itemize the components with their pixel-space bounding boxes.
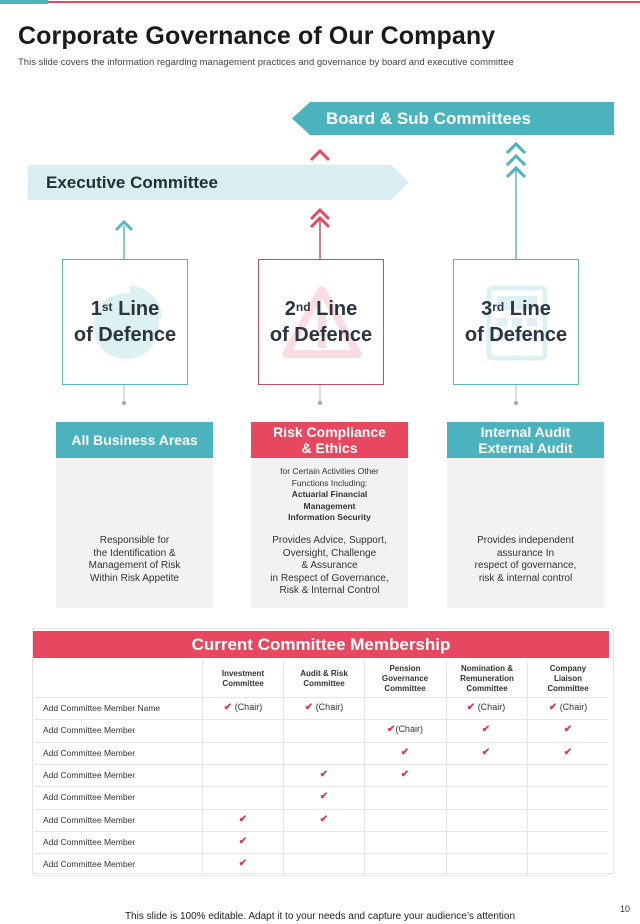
membership-cell bbox=[365, 769, 445, 780]
row-divider bbox=[34, 786, 608, 787]
check-icon: ✔ bbox=[563, 746, 573, 758]
membership-cell bbox=[365, 747, 445, 758]
row-divider bbox=[34, 831, 608, 832]
third-line-label: 3rd Line of Defence bbox=[464, 298, 568, 346]
member-name: Add Committee Member bbox=[43, 769, 136, 780]
check-icon: ✔ bbox=[400, 768, 410, 780]
row-divider bbox=[34, 809, 608, 810]
membership-cell: ✔ (Chair) bbox=[548, 702, 588, 713]
check-icon: ✔ bbox=[319, 813, 329, 825]
membership-cell bbox=[284, 769, 364, 780]
page-title: Corporate Governance of Our Company bbox=[18, 22, 496, 50]
check-icon: ✔ bbox=[481, 746, 491, 758]
risk-compliance-header: Risk Compliance & Ethics bbox=[251, 422, 408, 458]
member-name: Add Committee Member bbox=[43, 725, 136, 736]
row-divider bbox=[34, 742, 608, 743]
membership-cell bbox=[446, 747, 526, 758]
membership-cell bbox=[446, 724, 526, 735]
check-icon: ✔ bbox=[319, 791, 329, 803]
col-divider bbox=[527, 661, 528, 875]
membership-cell: ✔(Chair) bbox=[387, 724, 423, 736]
th-nomination: Nomination & Remuneration Committee bbox=[460, 664, 514, 693]
member-name: Add Committee Member bbox=[43, 747, 136, 758]
check-icon: ✔ bbox=[223, 702, 233, 713]
check-icon: ✔ bbox=[400, 746, 410, 758]
footer-note: This slide is 100% editable. Adapt it to your needs and capture your audience’s attention bbox=[124, 911, 516, 922]
all-business-areas-header: All Business Areas bbox=[56, 422, 213, 458]
membership-title: Current Committee Membership bbox=[33, 631, 609, 658]
check-icon: ✔ bbox=[304, 702, 314, 713]
first-line-label: 1st Line of Defence bbox=[73, 298, 177, 346]
row-divider bbox=[34, 697, 608, 698]
row-divider bbox=[34, 764, 608, 765]
row-divider bbox=[34, 875, 608, 876]
risk-compliance-body: for Certain Activities Other Functions Including: Actuarial Financial Management Information Security Provides Advice, Support, Oversight, Challenge & Assurance in Respect of Governance, Risk & Internal Control bbox=[251, 458, 408, 608]
col-divider bbox=[446, 661, 447, 875]
check-icon: ✔ bbox=[387, 724, 396, 736]
check-icon: ✔ bbox=[466, 702, 476, 713]
check-icon: ✔ bbox=[238, 835, 248, 847]
membership-cell bbox=[528, 747, 608, 758]
second-line-of-defence bbox=[258, 259, 384, 385]
member-name: Add Committee Member bbox=[43, 836, 136, 847]
th-audit-risk: Audit & Risk Committee bbox=[300, 669, 348, 688]
membership-cell bbox=[284, 791, 364, 802]
check-icon: ✔ bbox=[481, 724, 491, 736]
th-pension: Pension Governance Committee bbox=[381, 664, 429, 693]
audit-header: Internal Audit External Audit bbox=[447, 422, 604, 458]
page-number: 10 bbox=[620, 904, 631, 914]
check-icon: ✔ bbox=[319, 768, 329, 780]
page-subtitle: This slide covers the information regarding management practices and governance by board and executive committee bbox=[18, 57, 514, 68]
member-name: Add Committee Member bbox=[43, 859, 136, 870]
check-icon: ✔ bbox=[238, 858, 248, 870]
th-investment: Investment Committee bbox=[221, 669, 265, 688]
check-icon: ✔ bbox=[238, 813, 248, 825]
membership-cell bbox=[284, 814, 364, 825]
membership-cell: ✔ (Chair) bbox=[223, 702, 263, 713]
membership-cell bbox=[203, 814, 283, 825]
first-line-of-defence bbox=[62, 259, 188, 385]
membership-cell: ✔ (Chair) bbox=[304, 702, 344, 713]
third-line-of-defence bbox=[453, 259, 579, 385]
check-icon: ✔ bbox=[563, 724, 573, 736]
member-name: Add Committee Member bbox=[43, 792, 136, 803]
membership-cell bbox=[528, 724, 608, 735]
membership-cell bbox=[203, 858, 283, 869]
membership-cell bbox=[203, 836, 283, 847]
row-divider bbox=[34, 719, 608, 720]
check-icon: ✔ bbox=[548, 702, 558, 713]
executive-banner-label: Executive Committee bbox=[46, 173, 218, 192]
board-banner-label: Board & Sub Committees bbox=[326, 109, 531, 128]
member-name: Add Committee Member bbox=[43, 814, 136, 825]
all-business-areas-body: Responsible for the Identification & Management of Risk Within Risk Appetite bbox=[56, 458, 213, 608]
second-line-label: 2nd Line of Defence bbox=[269, 298, 373, 346]
th-liaison: Company Liaison Committee bbox=[547, 664, 589, 693]
audit-body: Provides independent assurance In respect of governance, risk & internal control bbox=[447, 458, 604, 608]
member-name: Add Committee Member Name bbox=[43, 703, 161, 713]
row-divider bbox=[34, 853, 608, 854]
membership-cell: ✔ (Chair) bbox=[466, 702, 506, 713]
